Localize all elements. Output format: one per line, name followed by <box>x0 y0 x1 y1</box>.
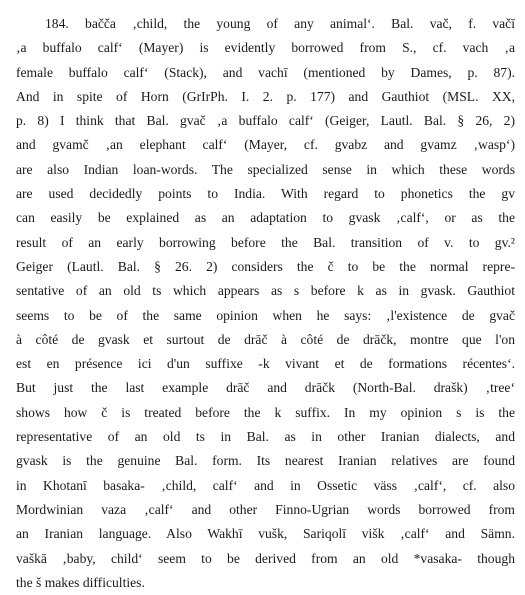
text-line: in Khotanī basaka- ‚child, calf‘ and in Ossetic väss ‚calf‘, cf. also <box>16 477 515 493</box>
text-line: But just the last example drāč and drāčk (North-Bal. drašk) ‚tree‘ <box>16 380 515 396</box>
text-line: Geiger (Lautl. Bal. § 26. 2) considers the č to be the normal repre- <box>16 258 515 274</box>
text-line: Mordwinian vaza ‚calf‘ and other Finno-Ugrian words borrowed from <box>16 501 515 517</box>
text-line: can easily be explained as an adaptation to gvask ‚calf‘, or as the <box>16 210 515 226</box>
text-line: ‚a buffalo calf‘ (Mayer) is evidently borrowed from S., cf. vach ‚a <box>16 40 515 56</box>
text-line: representative of an old ts in Bal. as in other Iranian dialects, and <box>16 429 515 445</box>
text-line: an Iranian language. Also Wakhī vušk, Sariqolī višk ‚calf‘ and Sämn. <box>16 526 515 542</box>
text-line: à côté de gvask et surtout de drāč à côté de drāčk, montre que l'on <box>16 331 515 347</box>
text-line: est en présence ici d'un suffixe -k vivant et de formations récentes‘. <box>16 356 515 372</box>
text-line: are used decidedly points to India. With regard to phonetics the gv <box>16 186 515 202</box>
text-line: gvask is the genuine Bal. form. Its nearest Iranian relatives are found <box>16 453 515 469</box>
text-line: shows how č is treated before the k suffix. In my opinion s is the <box>16 404 515 420</box>
text-line: And in spite of Horn (GrIrPh. I. 2. p. 177) and Gauthiot (MSL. XX, <box>16 88 515 104</box>
text-line: 184. bačča ‚child, the young of any animal‘. Bal. vač, f. vačī <box>45 16 515 31</box>
entry-184-paragraph <box>16 12 515 595</box>
text-line: p. 8) I think that Bal. gvač ‚a buffalo calf‘ (Geiger, Lautl. Bal. § 26, 2) <box>16 113 515 129</box>
text-line: vaškā ‚baby, child‘ seem to be derived from an old *vasaka- though <box>16 550 515 566</box>
text-line: are also Indian loan-words. The specialized sense in which these words <box>16 161 515 177</box>
text-line: sentative of an old ts which appears as s before k as in gvask. Gauthiot <box>16 283 515 299</box>
text-line: seems to be of the same opinion when he says: ‚l'existence de gvač <box>16 307 515 323</box>
text-line: the š makes difficulties. <box>16 574 145 590</box>
text-line: result of an early borrowing before the Bal. transition of v. to gv.² <box>16 234 515 250</box>
text-line: female buffalo calf‘ (Stack), and vachī (mentioned by Dames, p. 87). <box>16 64 515 80</box>
text-line: and gvamč ‚an elephant calf‘ (Mayer, cf. gvabz and gvamz ‚wasp‘) <box>16 137 515 153</box>
